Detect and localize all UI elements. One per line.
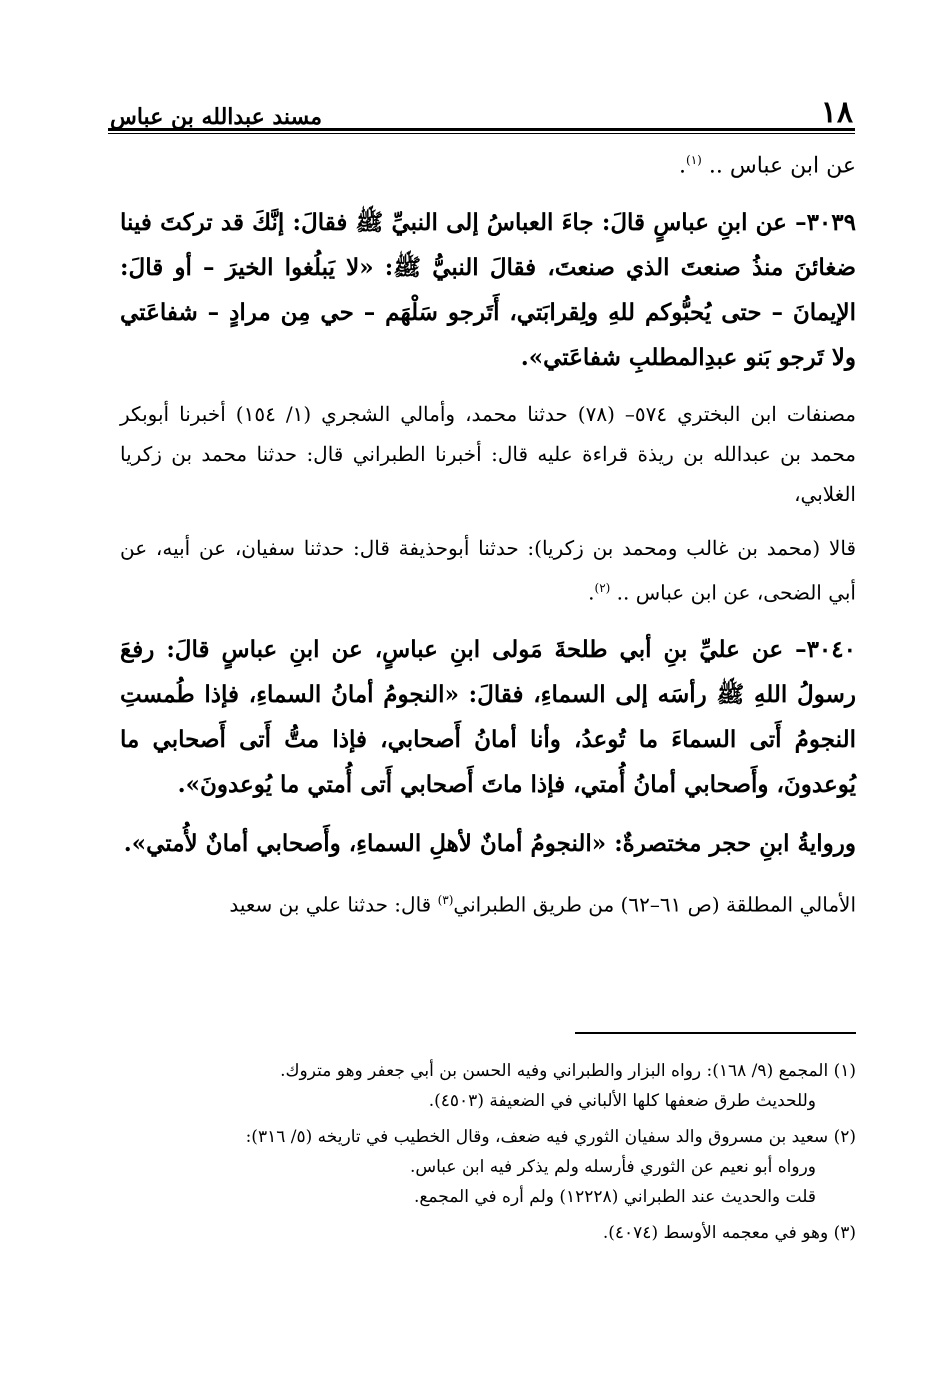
footnote-1 xyxy=(110,1056,856,1116)
main-text xyxy=(120,140,856,939)
source-note-3039: مصنفات ابن البختري ٥٧٤– (٧٨) حدثنا محمد، وأمالي الشجري (١/ ١٥٤) أخبرنا أبوبكر محمد بن عبدالله بن ريذة قراءة عليه قال: أخبرنا الطبراني قال: حدثنا محمد بن زكريا الغلابي، xyxy=(120,402,856,507)
page-number: ١٨ xyxy=(820,95,853,130)
footnote-line: (١) المجمع (٩/ ١٦٨): رواه البزار والطبراني وفيه الحسن بن أبي جعفر وهو متروك. xyxy=(280,1061,856,1081)
hadith-3040-variant: وروايةُ ابنِ حجر مختصرةٌ: «النجومُ أمانٌ لأهلِ السماءِ، وأَصحابي أمانٌ لأُمتي». xyxy=(123,829,856,857)
paragraph-text: قالا (محمد بن غالب ومحمد بن زكريا): حدثنا أبوحذيفة قال: حدثنا سفيان، عن أبيه، عن أبي الضحى، عن ابن عباس .. xyxy=(120,536,856,605)
footnote-ref-2: (٢) xyxy=(594,581,611,596)
running-title: مسند عبدالله بن عباس xyxy=(110,104,322,130)
footnote-3 xyxy=(110,1218,856,1248)
source-note-3039-chain: قالا (محمد بن غالب ومحمد بن زكريا): حدثنا أبوحذيفة قال: حدثنا سفيان، عن أبيه، عن أبي الضحى، عن ابن عباس .. $^{(٢)}$. xyxy=(120,536,856,605)
paragraph-text: عن ابن عباس .. xyxy=(701,153,856,179)
paragraph-text: قال: حدثنا علي بن سعيد xyxy=(229,892,438,917)
hadith-3040: ٣٠٤٠– عن عليِّ بنِ أبي طلحةَ مَولى ابنِ عباسٍ، عن ابنِ عباسٍ قالَ: رفعَ رسولُ اللهِ ﷺ رأسَه إلى السماءِ، فقالَ: «النجومُ أمانُ السماءِ، فإذا طُمستِ النجومُ أَتى السماءَ ما تُوعدُ، وأنا أمانُ أَصحابي، فإذا متُّ أَتى أَصحابي ما يُوعدونَ، وأَصحابي أمانُ أُمتي، فإذا ماتَ أَصحابي أَتى أُمتي ما يُوعدونَ». xyxy=(120,635,856,798)
footnote-line: ورواه أبو نعيم عن الثوري فأرسله ولم يذكر فيه ابن عباس. xyxy=(409,1157,816,1177)
paragraph-text: الأمالي المطلقة (ص ٦١–٦٢) من طريق الطبراني xyxy=(453,892,856,917)
header-rule xyxy=(108,128,855,131)
header-rule-thin xyxy=(108,133,855,134)
paragraph-continuation: عن ابن عباس .. $^{(١)}$. xyxy=(679,153,856,179)
source-note-3040 xyxy=(120,880,856,925)
footnote-2 xyxy=(110,1122,856,1212)
footnote-line: قلت والحديث عند الطبراني (١٢٢٢٨) ولم أره في المجمع. xyxy=(413,1187,816,1207)
footnote-ref-3: (٣) xyxy=(437,892,454,907)
footnote-separator xyxy=(575,1032,856,1034)
footnotes xyxy=(110,1056,856,1254)
hadith-3039: ٣٠٣٩– عن ابنِ عباسٍ قالَ: جاءَ العباسُ إلى النبيِّ ﷺ فقالَ: إنَّكَ قد تركتَ فينا ضغائنَ منذُ صنعتَ الذي صنعتَ، فقالَ النبيُّ ﷺ: «لا يَبلُغوا الخيرَ – أو قالَ: الإيمانَ – حتى يُحبُّوكم للهِ ولِقرابَتي، أَتَرجو سَلْهَم – حي مِن مرادٍ – شفاعَتي ولا تَرجو بَنو عبدِالمطلبِ شفاعَتي». xyxy=(120,209,856,372)
footnote-line: (٣) وهو في معجمه الأوسط (٤٠٧٤). xyxy=(602,1223,856,1243)
footnote-line: وللحديث طرق ضعفها كلها الألباني في الضعيفة (٤٥٠٣). xyxy=(428,1091,816,1111)
page-header xyxy=(110,86,853,128)
footnote-ref-1: (١) xyxy=(686,153,702,167)
footnote-line: (٢) سعيد بن مسروق والد سفيان الثوري فيه ضعف، وقال الخطيب في تاريخه (٥/ ٣١٦): xyxy=(245,1127,856,1147)
